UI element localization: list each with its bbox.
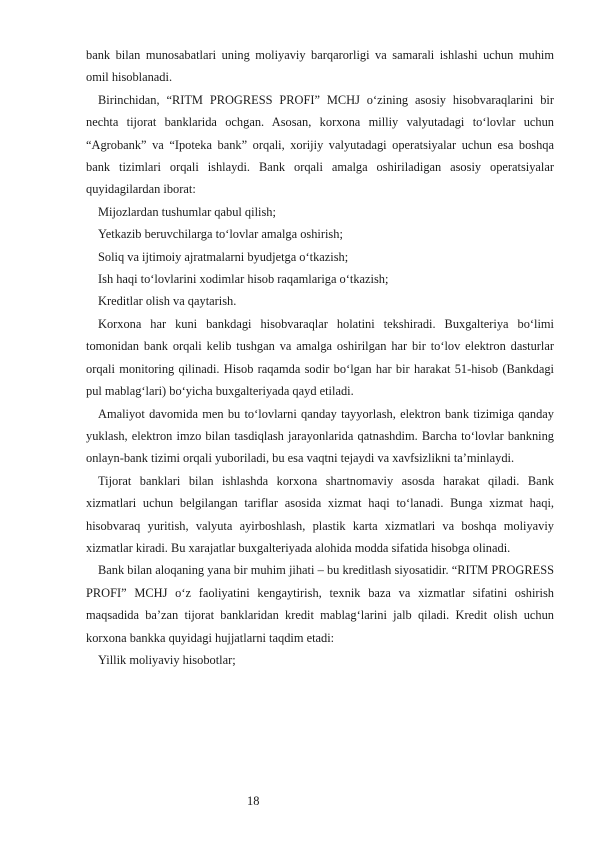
- list-item: Yetkazib beruvchilarga to‘lovlar amalga oshirish;: [98, 227, 343, 242]
- paragraph-credit-policy: Bank bilan aloqaning yana bir muhim jihati – bu kreditlash siyosatidir. “RITM PROGRESS PROFI” MCHJ o‘z faoliyatini kengaytirish, texnik baza va xizmatlar sifatini oshirish maqsadida ba’zan tijorat banklaridan kredit mablag‘larini jalb qiladi. Kredit olish uchun korxona bankka quyidagi hujjatlarni taqdim etadi:: [86, 563, 554, 645]
- page-number: 18: [247, 794, 260, 808]
- body-text: [86, 44, 554, 671]
- paragraph-bank-accounts: Birinchidan, “RITM PROGRESS PROFI” MCHJ o‘zining asosiy hisobvaraqlarini bir nechta tijorat banklarida ochgan. Asosan, korxona milliy valyutadagi to‘lovlar uchun “Agrobank” va “Ipoteka bank” orqali, xorijiy valyutadagi operatsiyalar uchun esa boshqa bank tizimlari orqali ishlaydi. Bank orqali amalga oshiriladigan asosiy operatsiyalar quyidagilardan iborat:: [86, 92, 554, 197]
- paragraph-daily-check: Korxona har kuni bankdagi hisobvaraqlar holatini tekshiradi. Buxgalteriya bo‘limi tomonidan bank orqali kelib tushgan va amalga oshirilgan har bir to‘lov elektron dasturlar orqali monitoring qilinadi. Hisob raqamda sodir bo‘lgan har bir harakat 51-hisob (Bankdagi pul mablag‘lari) bo‘yicha buxgalteriyada qayd etiladi.: [86, 316, 554, 399]
- list-item: Soliq va ijtimoiy ajratmalarni byudjetga o‘tkazish;: [98, 249, 349, 264]
- list-item: Yillik moliyaviy hisobotlar;: [98, 652, 236, 667]
- list-item: Mijozlardan tushumlar qabul qilish;: [98, 204, 276, 219]
- list-item: Kreditlar olish va qaytarish.: [98, 294, 237, 309]
- paragraph-contracts: Tijorat banklari bilan ishlashda korxona shartnomaviy asosda harakat qiladi. Bank xizmatlari uchun belgilangan tariflar asosida xizmat haqi to‘lanadi. Bunga xizmat haqi, hisobvaraq yuritish, valyuta ayirboshlash, plastik karta xizmatlari va boshqa moliyaviy xizmatlar kiradi. Bu xarajatlar buxgalteriyada alohida modda sifatida hisobga olinadi.: [86, 473, 554, 555]
- list-item: Ish haqi to‘lovlarini xodimlar hisob raqamlariga o‘tkazish;: [98, 272, 389, 287]
- paragraph-continuation: bank bilan munosabatlari uning moliyaviy barqarorligi va samarali ishlashi uchun muhim omil hisoblanadi.: [86, 48, 554, 85]
- paragraph-practice: Amaliyot davomida men bu to‘lovlarni qanday tayyorlash, elektron bank tizimiga qanday yuklash, elektron imzo bilan tasdiqlash jarayonlarida qatnashdim. Barcha to‘lovlar bankning onlayn-bank tizimi orqali yuboriladi, bu esa vaqtni tejaydi va xavfsizlikni ta’minlaydi.: [86, 406, 554, 466]
